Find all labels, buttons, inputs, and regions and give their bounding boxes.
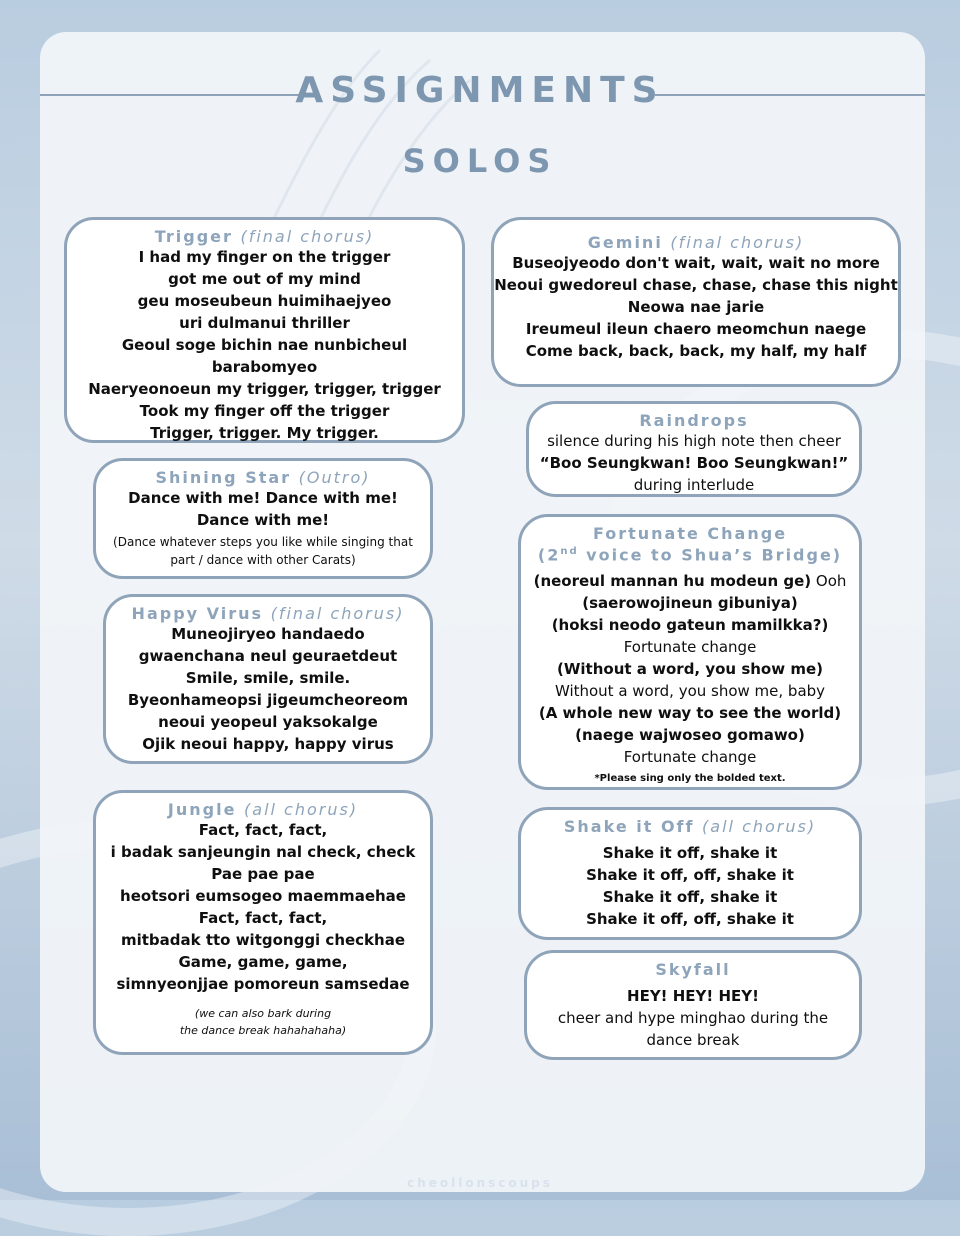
lyric-line: uri dulmanui thriller [179,314,350,332]
section-title: SOLOS [402,142,558,180]
lyric-line: got me out of my mind [168,270,361,288]
lyric-line: Come back, back, back, my half, my half [525,342,867,360]
cheer-line: “Boo Seungkwan! Boo Seungkwan!” [539,454,849,472]
card-raindrops [526,401,862,497]
lyric-line: Naeryeonoeun my trigger, trigger, trigger [88,380,441,398]
lyric-line: Took my finger off the trigger [139,402,390,420]
lyric-line: I had my finger on the trigger [138,248,391,266]
lyric-line: Shake it off, shake it [602,844,778,862]
card-title: Raindrops [639,411,749,430]
card-shake-it-off [518,807,862,940]
instruction-line: (we can also bark during [194,1007,332,1020]
lyric-line: (saerowojineun gibuniya) [582,594,798,613]
instruction-line: during interlude [633,476,755,494]
card-title: Shining Star (Outro) [155,468,371,487]
lyric-line: Without a word, you show me, baby [554,682,826,701]
lyric-line: i badak sanjeungin nal check, check [110,843,416,861]
lyric-line: geu moseubeun huimihaejyeo [137,292,392,310]
lyric-line: Ireumeul ileun chaero meomchun naege [525,320,867,338]
card-subtitle: (2nd voice to Shua’s Bridge) [537,545,843,565]
card-title: Fortunate Change [592,524,788,543]
instruction-line: part / dance with other Carats) [170,553,356,567]
card-title: Jungle (all chorus) [167,800,359,819]
lyric-line: (neoreul mannan hu modeun ge) Ooh [533,572,847,591]
lyric-line: (Without a word, you show me) [557,660,823,679]
instruction-line: (Dance whatever steps you like while singing that [113,535,413,549]
card-title: Shake it Off (all chorus) [563,817,817,836]
card-happy-virus [103,594,433,764]
lyric-line: Pae pae pae [211,865,315,883]
lyric-line: Dance with me! [196,511,330,529]
instruction-line: dance break [646,1031,740,1049]
lyric-line: Fortunate change [623,748,757,767]
lyric-line: Muneojiryeo handaedo [171,625,365,643]
lyric-line: Shake it off, off, shake it [586,866,794,884]
card-fortunate-change [518,514,862,790]
lyric-line: Fact, fact, fact, [198,821,328,839]
card-shining-star [93,458,433,579]
lyric-line: (hoksi neodo gateun mamilkka?) [551,616,829,635]
page-title: ASSIGNMENTS [295,70,665,111]
lyric-line: Fact, fact, fact, [198,909,328,927]
card-title: Happy Virus (final chorus) [131,604,405,623]
card-trigger [64,217,465,443]
card-jungle [93,790,433,1055]
lyric-line: Game, game, game, [178,953,348,971]
card-title: Gemini (final chorus) [587,233,805,252]
lyric-line: Dance with me! Dance with me! [128,489,398,507]
lyric-line: (naege wajwoseo gomawo) [575,726,805,745]
lyric-line: neoui yeopeul yaksokalge [158,713,378,731]
lyric-line: Ojik neoui happy, happy virus [142,735,394,753]
instruction-line: silence during his high note then cheer [547,432,841,450]
instruction-line: the dance break hahahahaha) [179,1024,347,1037]
lyric-line: Buseojyeodo don't wait, wait, wait no more [512,254,880,272]
card-gemini [491,217,901,387]
lyric-line: Shake it off, off, shake it [586,910,794,928]
footer-credit: cheollonscoups [407,1176,553,1190]
lyric-line: Shake it off, shake it [602,888,778,906]
lyric-line: Geoul soge bichin nae nunbicheul barabomyeo [121,336,408,376]
lyric-line: mitbadak tto witgonggi checkhae [120,931,406,949]
lyric-line: Neoui gwedoreul chase, chase, chase this night [494,276,898,294]
lyric-line: Smile, smile, smile. [185,669,351,687]
lyric-line: simnyeonjjae pomoreun samsedae [116,975,410,993]
card-title: Skyfall [655,960,731,979]
lyric-line: Fortunate change [623,638,757,657]
lyric-line: Neowa nae jarie [627,298,765,316]
cheer-line: HEY! HEY! HEY! [627,987,759,1005]
card-skyfall [524,950,862,1060]
lyric-line: Byeonhameopsi jigeumcheoreom [127,691,409,709]
card-title: Trigger (final chorus) [154,227,375,246]
footnote: *Please sing only the bolded text. [594,773,786,785]
lyric-line: (A whole new way to see the world) [538,704,842,723]
lyric-line: gwaenchana neul geuraetdeut [138,647,398,665]
lyric-line: Trigger, trigger. My trigger. [150,424,379,442]
lyric-line: heotsori eumsogeo maemmaehae [120,887,406,905]
instruction-line: cheer and hype minghao during the [557,1009,829,1027]
